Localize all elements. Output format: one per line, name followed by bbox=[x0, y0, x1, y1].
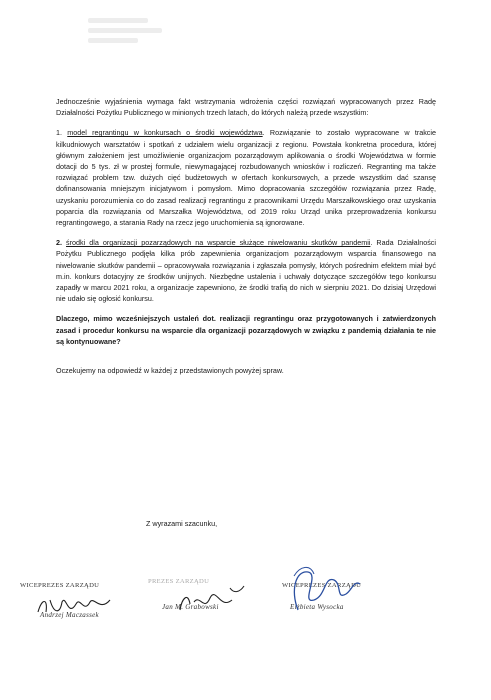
signature-3-role: WICEPREZES ZARZĄDU bbox=[282, 582, 362, 589]
item-1-number: 1. bbox=[56, 128, 62, 138]
signature-1-handwriting bbox=[30, 590, 120, 625]
await-paragraph: Oczekujemy na odpowiedź w każdej z przedstawionych powyżej spraw. bbox=[56, 366, 284, 376]
signature-2-handwriting bbox=[160, 580, 260, 620]
signature-2-role: PREZES ZARZĄDU bbox=[148, 578, 210, 585]
item-1-title: model regrantingu w konkursach o środki województwa bbox=[67, 128, 263, 138]
question-paragraph: Dlaczego, mimo wcześniejszych ustaleń dot. realizacji regrantingu oraz przygotowanych i zatwierdzonych zasad i procedur konkursu na wsparcie dla organizacji pozarządowych w związku z pandemią działania te nie są kontynuowane? bbox=[56, 314, 436, 346]
item-1-text: . Rozwiązanie to zostało wypracowane w trakcie kilkudniowych warsztatów i spotkań z udziałem wielu organizacji z regionu. Powstała konkretna procedura, której głównym założeniem jest umożliwienie organizacjom pozarządowym aplikowania o środki Województwa w formie dotacji do 5 tys. zł w prostej formule, niewymagającej rozbudowanych wniosków i rozliczeń. Regranting ma także rozwiązać problem tzw. dużych cięć budżetowych w ofertach konkursowych, a przede wszystkim dać szansę dofinansowania mniejszym inicjatywom i pomysłom. Mimo dopracowania szczegółów rozwiązania przez Radę, uzyskaniu porozumienia co do zasad realizacji regrantingu z pracownikami Urzędu Marszałkowskiego oraz uzyskania poparcia dla rozwiązania od Marszałka Województwa, od 2019 roku Urząd unika przeprowadzenia konkursu regrantingowego, a starania Rady na rzecz jego uruchomienia są ignorowane. bbox=[56, 128, 436, 228]
signature-3-name: Elżbieta Wysocka bbox=[290, 603, 344, 611]
item-2-text: . Rada Działalności Pożytku Publicznego podjęła kilka prób zapewnienia organizacjom pozarządowym wsparcia finansowego na niwelowanie skutków pandemii – opracowywała rozwiązania i zgłaszała pomysły, których pośrednim efektem miał być m.in. konkurs dotacyjny ze środków unijnych. Niezbędne ustalenia i uchwały dotyczące szczegółów tego konkursu zapadły w marcu 2021 roku, a organizacje zapewniono, że środki trafią do nich w sierpniu 2021. Do dzisiaj Urzędowi nie udało się ogłosić konkursu. bbox=[56, 238, 436, 304]
closing-line: Z wyrazami szacunku, bbox=[146, 519, 218, 528]
signature-2-name: Jan M. Grabowski bbox=[162, 603, 219, 611]
item-2-title: środki dla organizacji pozarządowych na wsparcie służące niwelowaniu skutków pandemii bbox=[66, 238, 371, 248]
signature-1-name: Andrzej Maczassek bbox=[40, 611, 99, 619]
faded-letterhead bbox=[88, 18, 162, 58]
item-2 bbox=[56, 237, 436, 304]
letter-body bbox=[56, 96, 436, 385]
signature-1-role: WICEPREZES ZARZĄDU bbox=[20, 582, 100, 589]
item-1 bbox=[56, 127, 436, 228]
intro-paragraph: Jednocześnie wyjaśnienia wymaga fakt wstrzymania wdrożenia części rozwiązań wypracowanych przez Radę Działalności Pożytku Publicznego w minionych trzech latach, do których należą przede wszystkim: bbox=[56, 97, 436, 118]
signature-3-handwriting bbox=[280, 560, 370, 620]
item-2-number: 2. bbox=[56, 238, 62, 248]
